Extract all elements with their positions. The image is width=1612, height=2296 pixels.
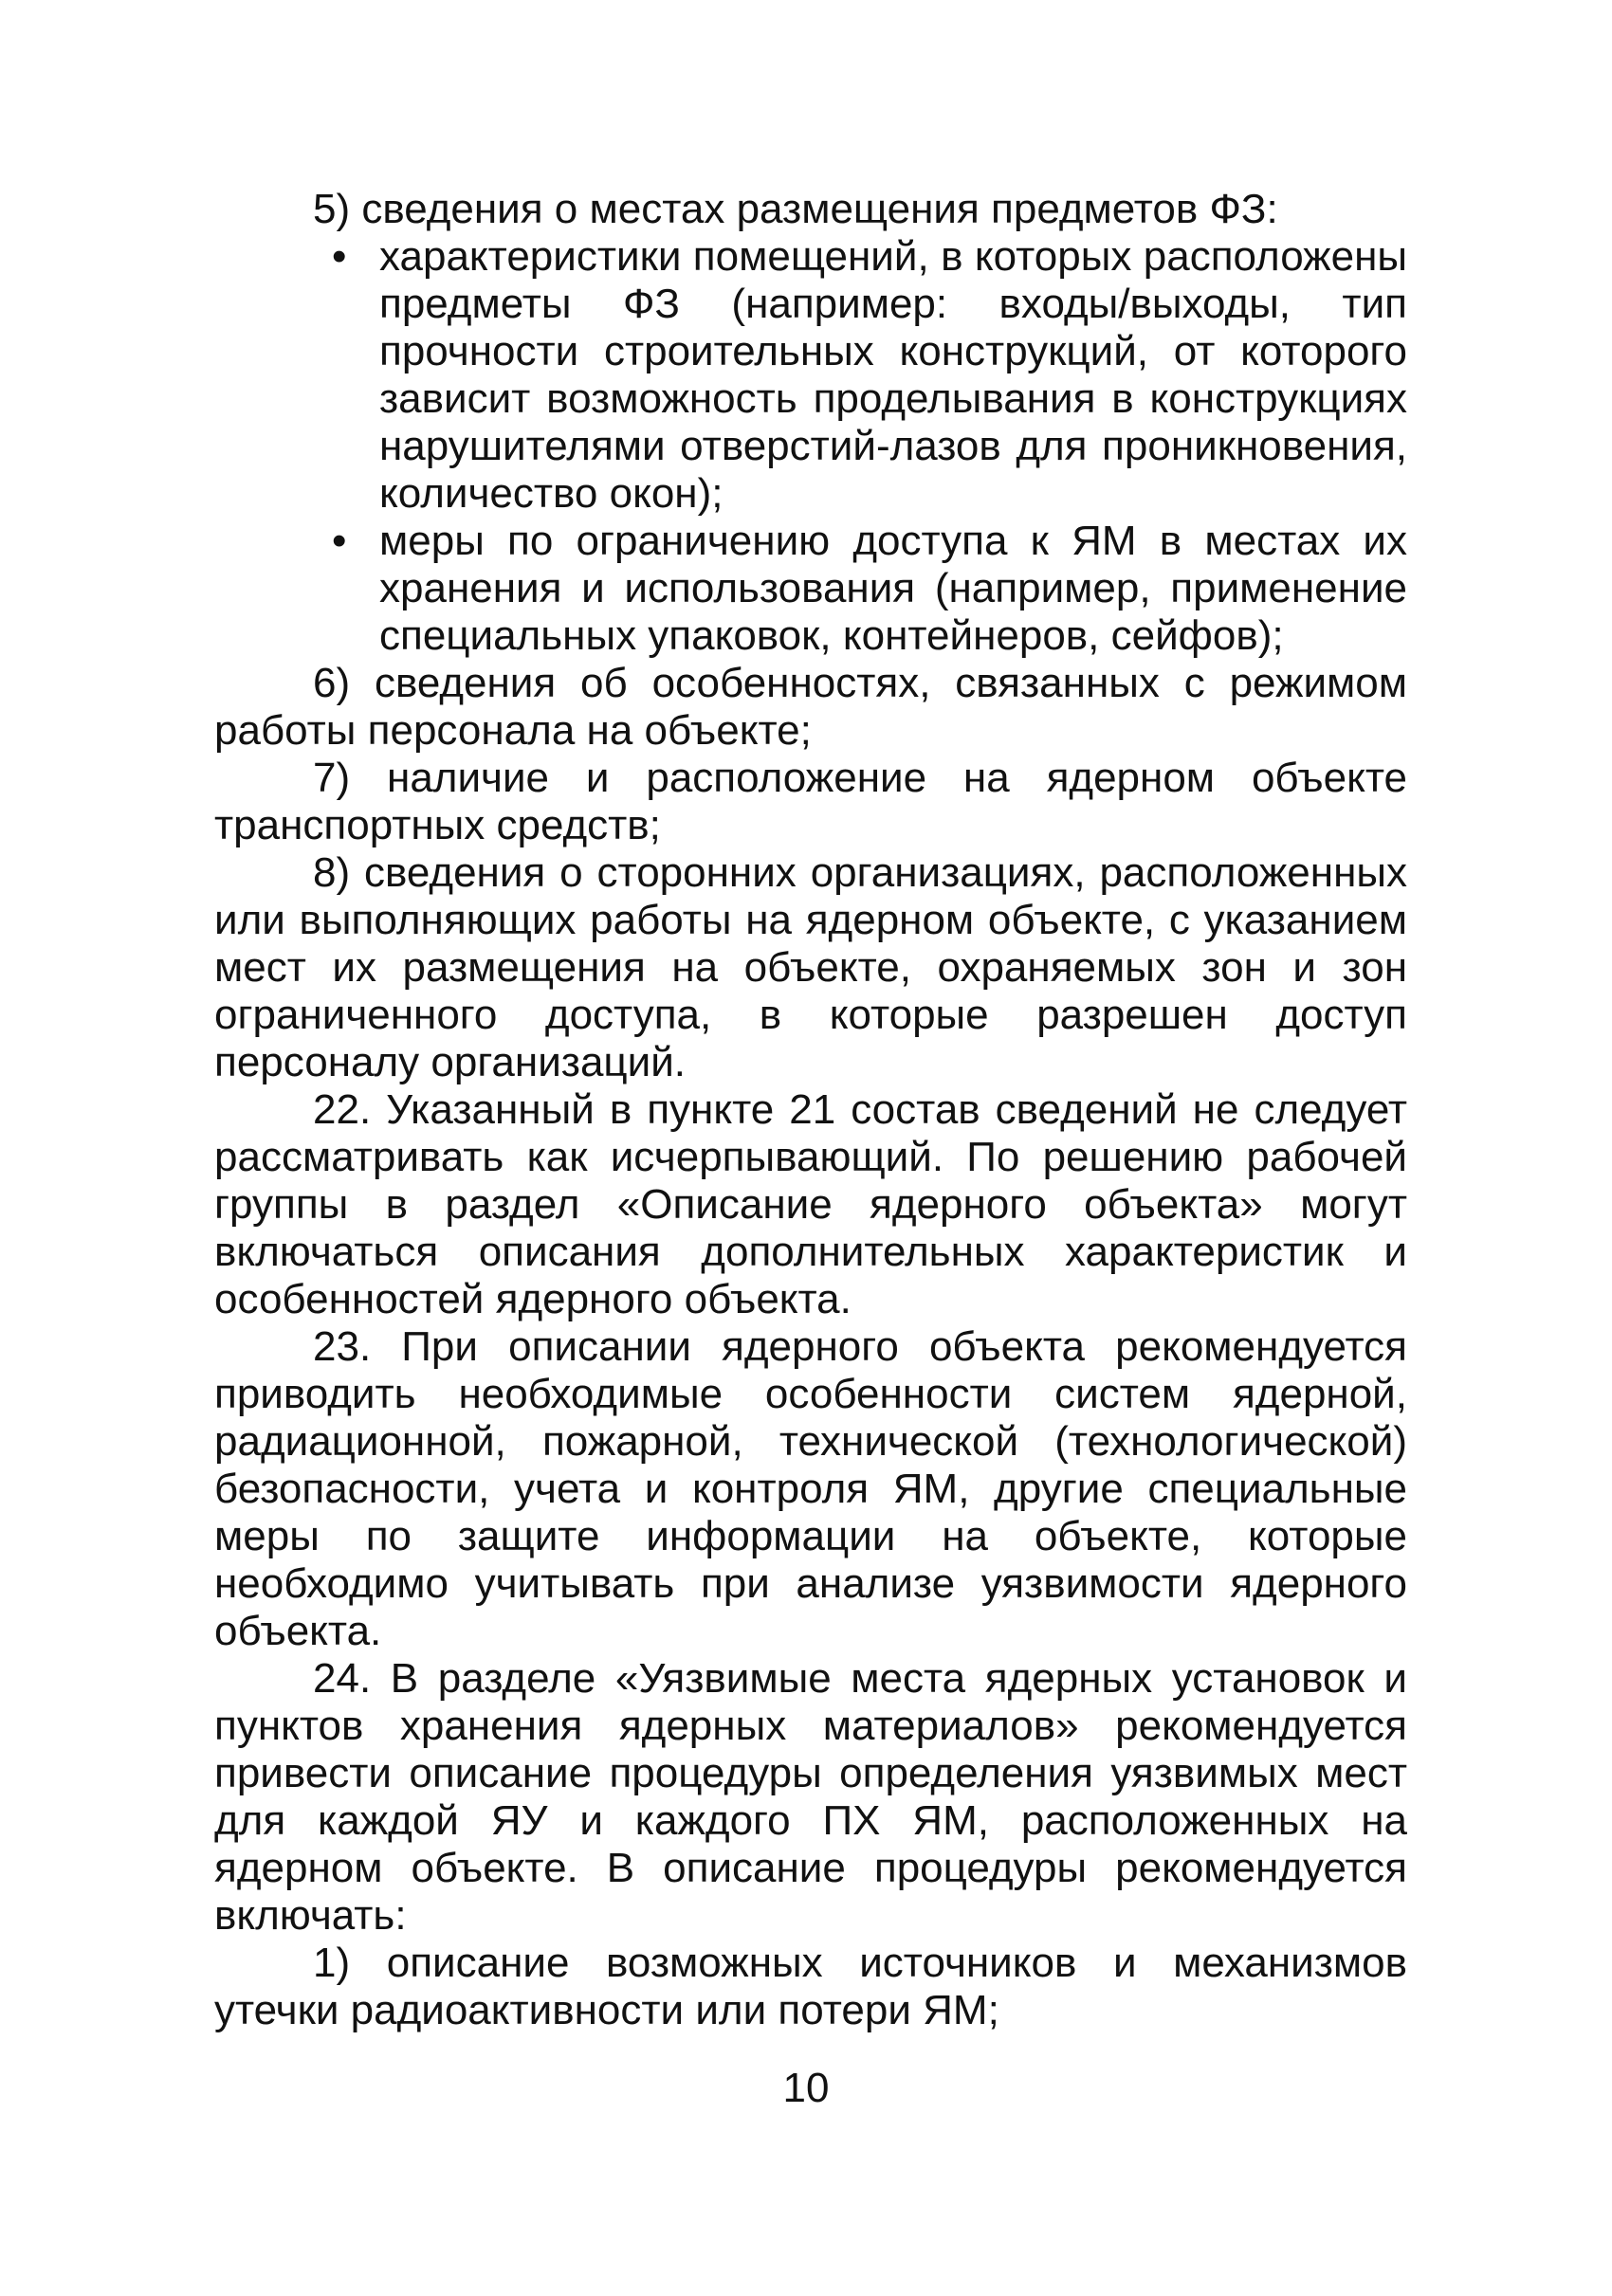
paragraph-8-third-parties: 8) сведения о сторонних организациях, расположенных или выполняющих работы на ядерном объекте, с указанием мест их размещения на объекте, охраняемых зон и зон ограниченного доступа, в которые разрешен доступ персоналу организаций. (214, 849, 1407, 1085)
paragraph-23: 23. При описании ядерного объекта рекомендуется приводить необходимые особенности систем ядерной, радиационной, пожарной, технической (технологической) безопасности, учета и контроля ЯМ, другие специальные меры по защите информации на объекте, которые необходимо учитывать при анализе уязвимости ядерного объекта. (214, 1323, 1407, 1654)
paragraph-6-personnel: 6) сведения об особенностях, связанных с режимом работы персонала на объекте; (214, 660, 1407, 754)
paragraph-24-item-1: 1) описание возможных источников и механизмов утечки радиоактивности или потери ЯМ; (214, 1940, 1407, 2033)
paragraph-22: 22. Указанный в пункте 21 состав сведений не следует рассматривать как исчерпывающий. По решению рабочей группы в раздел «Описание ядерного объекта» могут включаться описания дополнительных характеристик и особенностей ядерного объекта. (214, 1086, 1407, 1322)
bullet-item-text: характеристики помещений, в которых расположены предметы ФЗ (например: входы/выходы, тип прочности строительных конструкций, от которого зависит возможность проделывания в конструкциях нарушителями отверстий-лазов для проникновения, количество окон); (379, 233, 1407, 517)
paragraph-7-vehicles: 7) наличие и расположение на ядерном объекте транспортных средств; (214, 755, 1407, 848)
bullet-marker-icon: • (332, 518, 347, 564)
paragraph-5-locations: 5) сведения о местах размещения предметов ФЗ: (313, 186, 1278, 232)
bullet-item-text: меры по ограничению доступа к ЯМ в местах их хранения и использования (например, применение специальных упаковок, контейнеров, сейфов); (379, 518, 1407, 659)
bullet-item-access-measures (214, 518, 1407, 660)
bullet-item-room-characteristics (214, 233, 1407, 518)
document-page (214, 186, 1407, 2034)
page-number: 10 (782, 2065, 830, 2111)
paragraph-24: 24. В разделе «Уязвимые места ядерных установок и пунктов хранения ядерных материалов» рекомендуется привести описание процедуры определения уязвимых мест для каждой ЯУ и каждого ПХ ЯМ, расположенных на ядерном объекте. В описание процедуры рекомендуется включать: (214, 1655, 1407, 1939)
bullet-marker-icon: • (332, 233, 347, 280)
